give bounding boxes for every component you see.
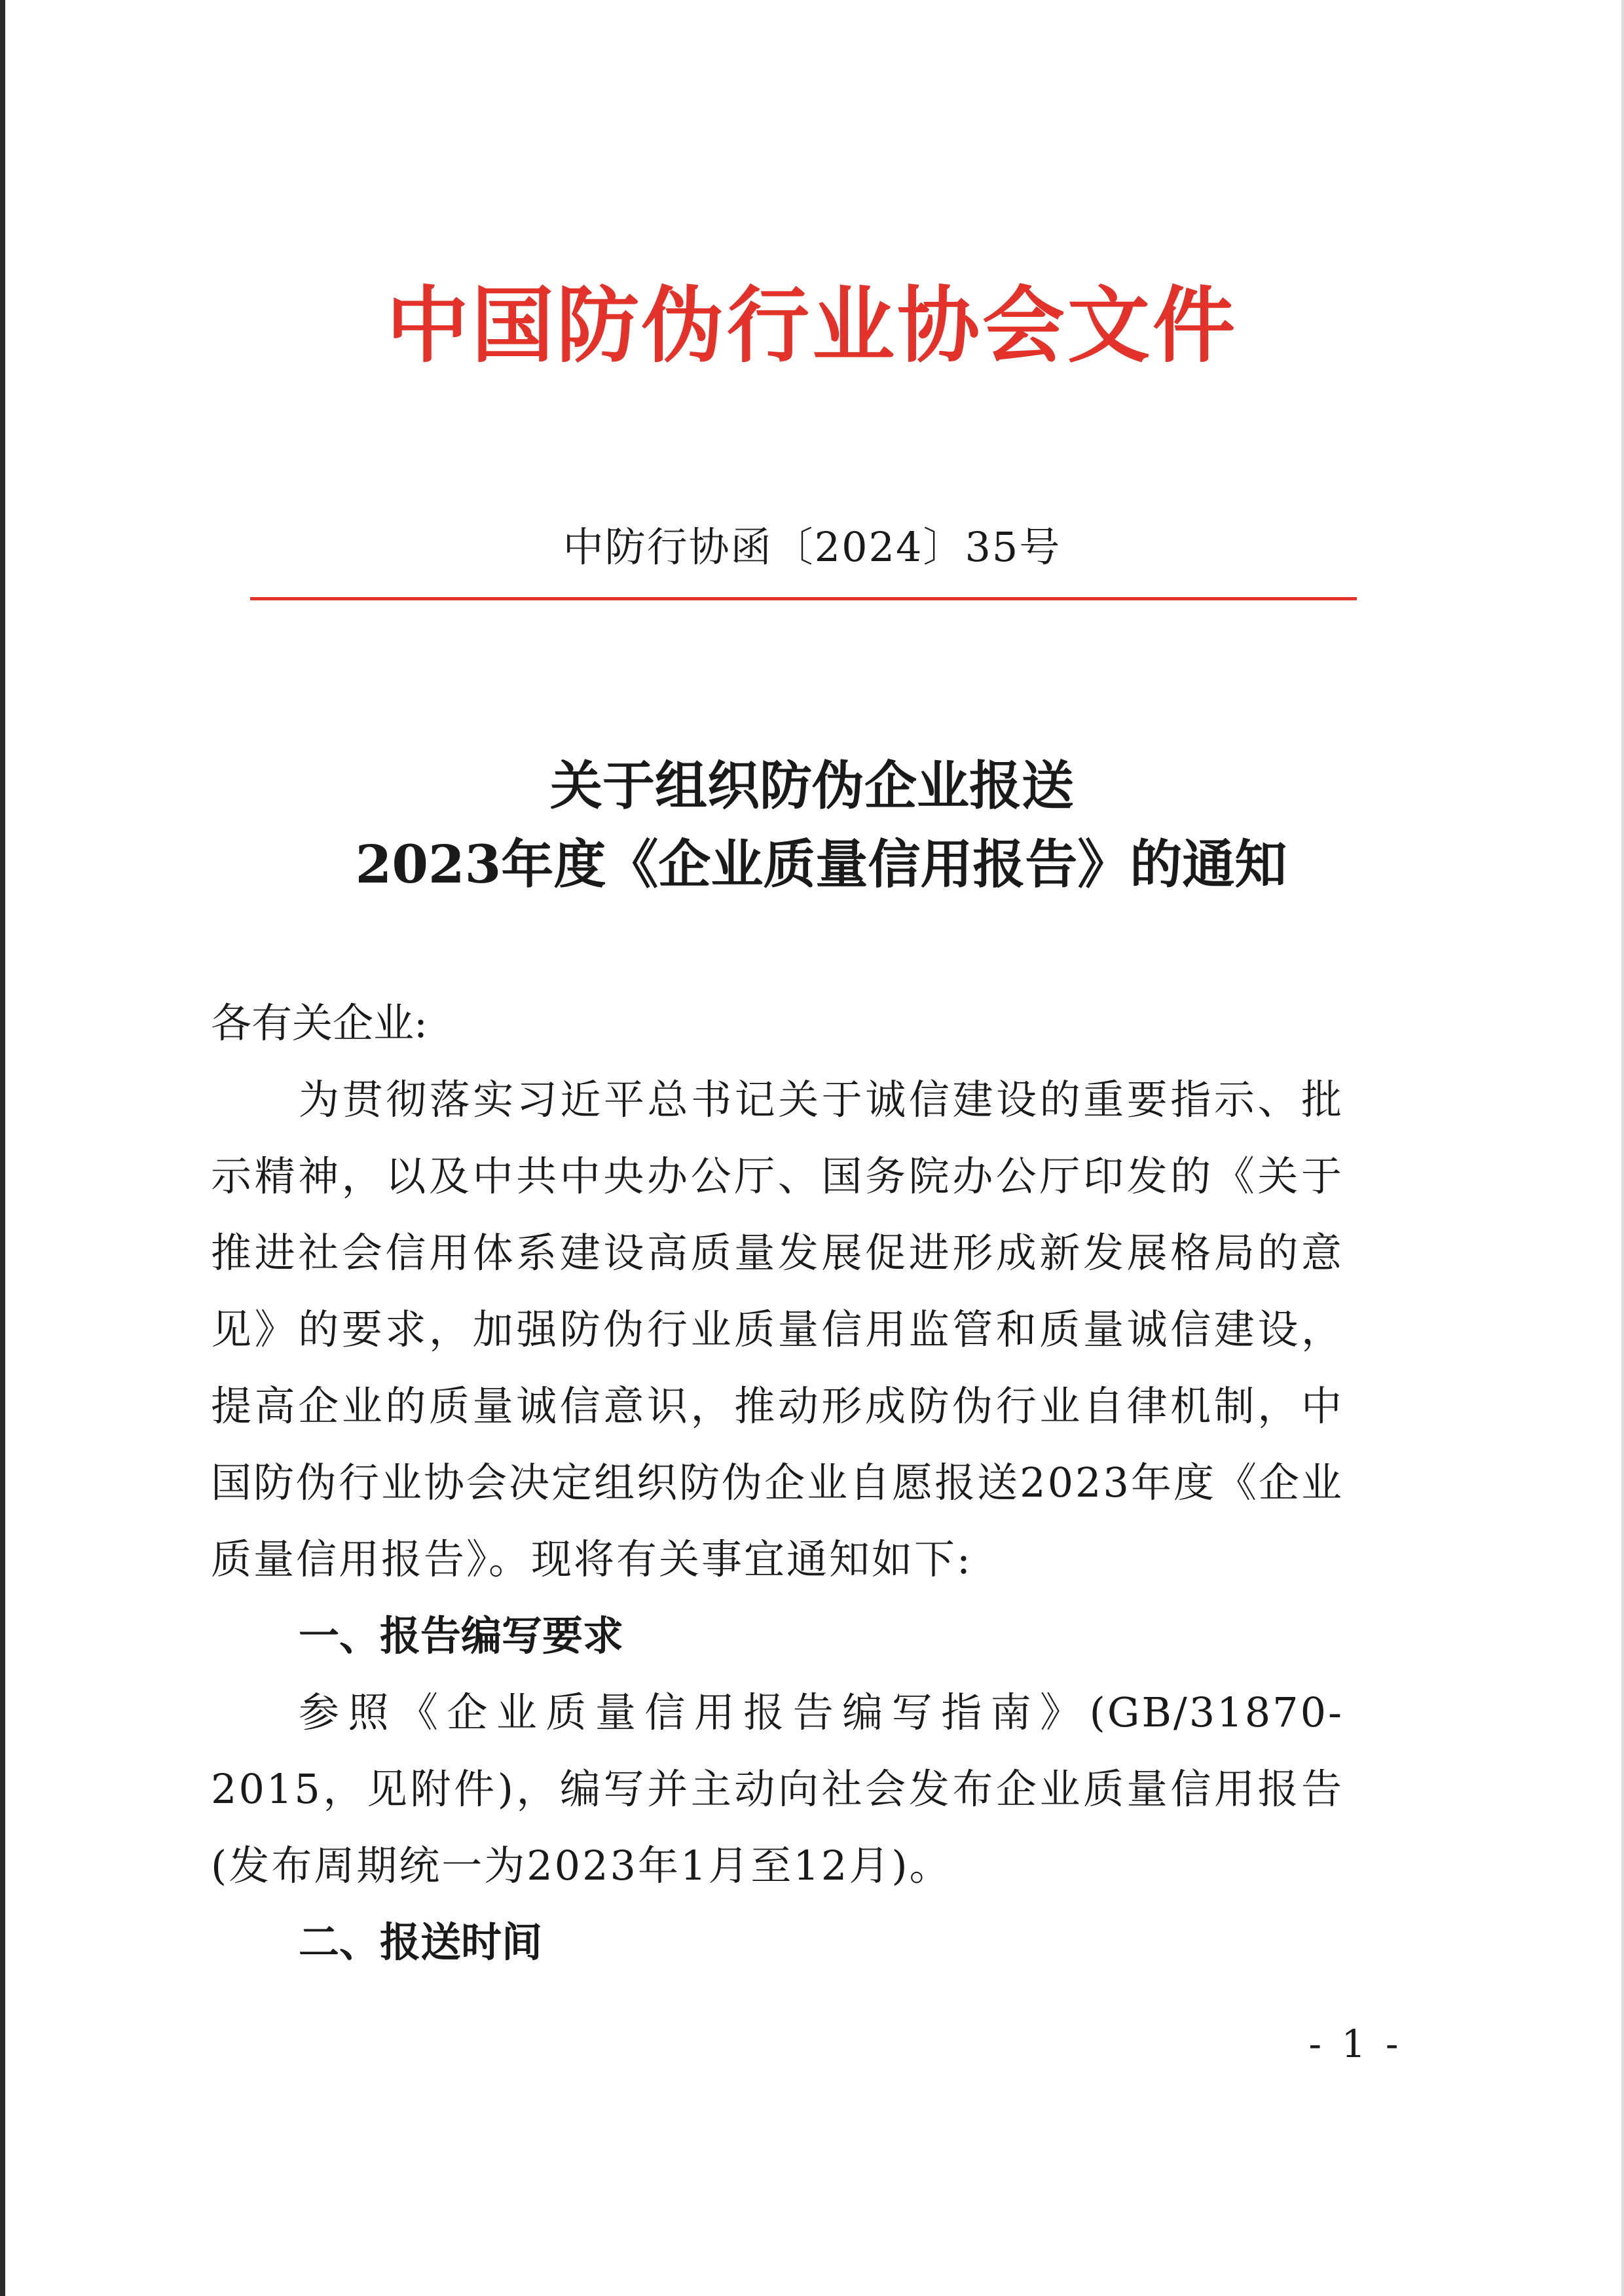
salutation: 各有关企业: (211, 999, 428, 1047)
document-issuer-header: 中国防伪行业协会文件 (386, 278, 1238, 374)
notice-title-line-2: 2023年度《企业质量信用报告》的通知 (355, 833, 1287, 895)
notice-title (0, 746, 1624, 903)
paragraph-requirements: 参照《企业质量信用报告编写指南》(GB/31870-2015，见附件)，编写并主动向社会发布企业质量信用报告(发布周期统一为2023年1月至12月)。 (211, 1688, 1344, 1889)
paragraph-intro: 为贯彻落实习近平总书记关于诚信建设的重要指示、批示精神，以及中共中央办公厅、国务院办公厅印发的《关于推进社会信用体系建设高质量发展促进形成新发展格局的意见》的要求，加强防伪行业质量信用监管和质量诚信建设，提高企业的质量诚信意识，推动形成防伪行业自律机制，中国防伪行业协会决定组织防伪企业自愿报送2023年度《企业质量信用报告》。现将有关事宜通知如下: (211, 1076, 1344, 1583)
section-heading-submission-time: 二、报送时间 (299, 1918, 543, 1966)
page-number: - 1 - (1308, 2022, 1403, 2066)
section-heading-requirements: 一、报告编写要求 (299, 1612, 624, 1660)
notice-body (211, 985, 1344, 1980)
document-number: 中防行协函〔2024〕35号 (563, 523, 1061, 571)
notice-title-line-1: 关于组织防伪企业报送 (550, 755, 1074, 816)
red-separator-line (250, 597, 1357, 600)
